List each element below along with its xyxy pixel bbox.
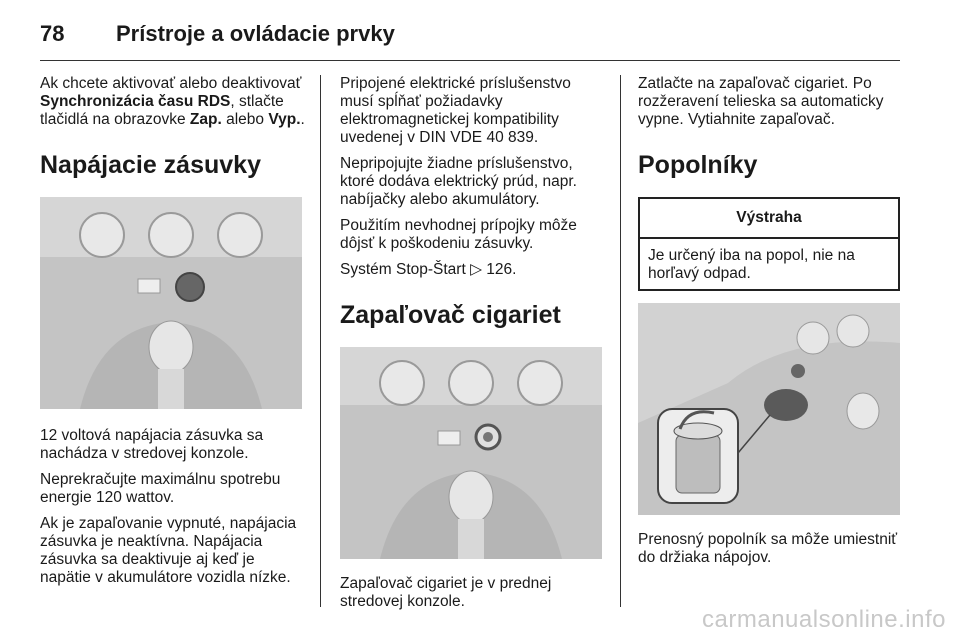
intro-bold-on: Zap. bbox=[189, 111, 222, 128]
reference-page: 126. bbox=[482, 261, 517, 278]
intro-text-2: , stlačte tlačidlá na obrazovke bbox=[40, 93, 284, 128]
cigarette-lighter-figure bbox=[340, 347, 602, 559]
column-1 bbox=[40, 75, 308, 595]
warning-box bbox=[638, 197, 900, 291]
paragraph: Zapaľovač cigariet je v prednej stredovej konzole. bbox=[340, 575, 552, 610]
power-outlet-figure bbox=[40, 197, 302, 409]
watermark: carmanualsonline.info bbox=[702, 606, 946, 633]
intro-bold-rds: Synchronizácia času RDS bbox=[40, 93, 231, 110]
section-heading-ashtrays: Popolníky bbox=[638, 151, 758, 179]
paragraph: Zatlačte na zapaľovač cigariet. Po rozžeravení telieska sa automaticky vypne. Vytiahnite zapaľovač. bbox=[638, 75, 884, 128]
paragraph: Ak je zapaľovanie vypnuté, napájacia zásuvka je neaktívna. Napájacia zásuvka sa deaktivuje aj keď je napätie v akumulátore vozidla nízke. bbox=[40, 515, 297, 586]
intro-text-3: alebo bbox=[221, 111, 269, 128]
page-number: 78 bbox=[40, 21, 65, 46]
intro-bold-off: Vyp. bbox=[268, 111, 301, 128]
paragraph: Použitím nevhodnej prípojky môže dôjsť k poškodeniu zásuvky. bbox=[340, 217, 577, 252]
intro-text-4: . bbox=[300, 111, 305, 128]
column-divider bbox=[620, 75, 621, 607]
intro-paragraph bbox=[40, 75, 308, 129]
paragraph: Nepripojujte žiadne príslušenstvo, ktoré dodáva elektrický prúd, napr. nabíjačky alebo akumulátory. bbox=[340, 155, 577, 208]
page-header bbox=[40, 14, 395, 54]
section-heading-power-outlets: Napájacie zásuvky bbox=[40, 151, 261, 179]
triangle-right-icon: ▷ bbox=[470, 261, 482, 278]
intro-text-1: Ak chcete aktivovať alebo deaktivovať bbox=[40, 75, 302, 92]
column-3 bbox=[638, 75, 902, 575]
paragraph: Prenosný popolník sa môže umiestniť do držiaka nápojov. bbox=[638, 531, 898, 566]
cross-reference bbox=[340, 261, 605, 279]
paragraph: Pripojené elektrické príslušenstvo musí spĺňať požiadavky elektromagnetickej kompatibility uvedenej v DIN VDE 40 839. bbox=[340, 75, 571, 146]
column-divider bbox=[320, 75, 321, 607]
warning-title: Výstraha bbox=[640, 199, 898, 239]
warning-body: Je určený iba na popol, nie na horľavý odpad. bbox=[648, 247, 855, 282]
section-heading-cigarette-lighter: Zapaľovač cigariet bbox=[340, 301, 561, 329]
column-2 bbox=[340, 75, 605, 619]
paragraph: 12 voltová napájacia zásuvka sa nachádza v stredovej konzole. bbox=[40, 427, 264, 462]
ashtray-figure bbox=[638, 303, 900, 515]
header-rule bbox=[40, 60, 900, 61]
paragraph: Neprekračujte maximálnu spotrebu energie 120 wattov. bbox=[40, 471, 281, 506]
reference-text: Systém Stop-Štart bbox=[340, 261, 471, 278]
page-title: Prístroje a ovládacie prvky bbox=[116, 21, 395, 46]
